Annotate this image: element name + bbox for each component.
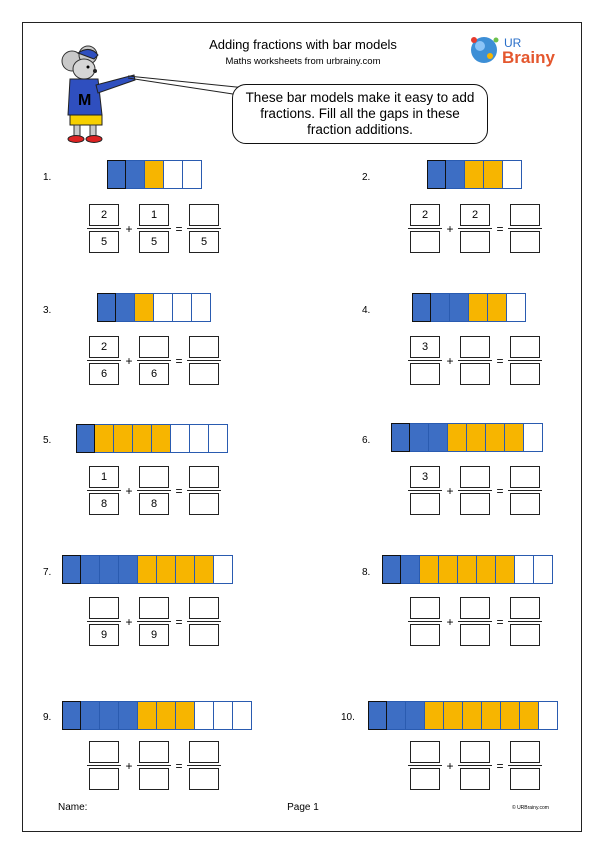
bar-cell-blue — [119, 701, 138, 730]
fraction-bar — [458, 765, 492, 766]
fraction-equation — [408, 204, 542, 253]
bar-cell-yellow — [448, 423, 467, 452]
page-number: Page 1 — [287, 802, 319, 813]
equals-sign: = — [496, 614, 504, 629]
fraction — [187, 741, 221, 790]
bar-model — [97, 293, 211, 322]
fraction-bar — [137, 228, 171, 229]
fraction-bar — [87, 765, 121, 766]
numerator-box[interactable]: 1 — [89, 466, 119, 488]
numerator-box[interactable] — [139, 597, 169, 619]
numerator-box[interactable] — [189, 204, 219, 226]
question-number: 3. — [43, 305, 52, 316]
bar-cell-blue — [406, 701, 425, 730]
page-title: Adding fractions with bar models — [209, 37, 397, 52]
numerator-box[interactable] — [89, 597, 119, 619]
fraction-bar — [408, 228, 442, 229]
bar-model — [76, 424, 228, 453]
bar-cell-yellow — [133, 424, 152, 453]
bar-cell-blue — [81, 701, 100, 730]
denominator-box[interactable]: 5 — [189, 231, 219, 253]
fraction-equation — [87, 204, 221, 253]
bar-cell-blue — [100, 701, 119, 730]
bar-cell-blue — [431, 293, 450, 322]
fraction — [408, 597, 442, 646]
fraction-bar — [87, 228, 121, 229]
fraction — [408, 204, 442, 253]
plus-sign: + — [125, 221, 133, 236]
denominator-box[interactable]: 9 — [139, 624, 169, 646]
numerator-box[interactable] — [189, 741, 219, 763]
question-number: 10. — [341, 712, 355, 723]
denominator-box[interactable] — [460, 493, 490, 515]
fraction — [87, 466, 121, 515]
bar-cell-empty — [183, 160, 202, 189]
equals-sign: = — [175, 221, 183, 236]
bar-cell-yellow — [505, 423, 524, 452]
numerator-box[interactable]: 2 — [460, 204, 490, 226]
denominator-box[interactable] — [410, 231, 440, 253]
fraction-bar — [137, 621, 171, 622]
fraction — [137, 466, 171, 515]
bar-model — [382, 555, 553, 584]
fraction-bar — [187, 621, 221, 622]
numerator-box[interactable]: 3 — [410, 466, 440, 488]
denominator-box[interactable] — [510, 363, 540, 385]
bar-cell-yellow — [425, 701, 444, 730]
urbrainy-logo — [466, 30, 566, 70]
bar-cell-yellow — [95, 424, 114, 453]
bar-cell-yellow — [477, 555, 496, 584]
bar-cell-yellow — [463, 701, 482, 730]
bar-cell-empty — [233, 701, 252, 730]
bar-cell-yellow — [520, 701, 539, 730]
question-number: 5. — [43, 435, 52, 446]
bar-cell-yellow — [501, 701, 520, 730]
denominator-box[interactable] — [410, 493, 440, 515]
fraction — [458, 597, 492, 646]
numerator-box[interactable] — [460, 466, 490, 488]
numerator-box[interactable] — [510, 336, 540, 358]
bar-cell-blue — [116, 293, 135, 322]
numerator-box[interactable] — [460, 741, 490, 763]
bar-cell-empty — [195, 701, 214, 730]
numerator-box[interactable] — [510, 466, 540, 488]
numerator-box[interactable] — [410, 597, 440, 619]
equals-sign: = — [175, 614, 183, 629]
fraction-bar — [87, 360, 121, 361]
bar-cell-empty — [190, 424, 209, 453]
bar-cell-yellow — [484, 160, 503, 189]
bar-model — [62, 555, 233, 584]
question-number: 2. — [362, 172, 371, 183]
bar-cell-empty — [214, 555, 233, 584]
plus-sign: + — [125, 353, 133, 368]
bar-cell-blue — [410, 423, 429, 452]
instruction-speech-bubble — [232, 84, 488, 144]
fraction-bar — [458, 490, 492, 491]
bar-cell-yellow — [195, 555, 214, 584]
bar-cell-blue — [76, 424, 95, 453]
fraction — [508, 466, 542, 515]
bar-cell-empty — [539, 701, 558, 730]
plus-sign: + — [446, 353, 454, 368]
denominator-box[interactable]: 8 — [139, 493, 169, 515]
denominator-box[interactable] — [189, 363, 219, 385]
fraction-bar — [508, 765, 542, 766]
equals-sign: = — [175, 758, 183, 773]
numerator-box[interactable] — [460, 336, 490, 358]
numerator-box[interactable] — [510, 204, 540, 226]
bar-cell-empty — [209, 424, 228, 453]
bar-cell-yellow — [114, 424, 133, 453]
numerator-box[interactable]: 2 — [410, 204, 440, 226]
bar-cell-blue — [429, 423, 448, 452]
fraction-bar — [458, 228, 492, 229]
fraction — [87, 204, 121, 253]
equals-sign: = — [496, 353, 504, 368]
bar-cell-blue — [450, 293, 469, 322]
fraction — [408, 466, 442, 515]
bar-cell-blue — [387, 701, 406, 730]
fraction-bar — [87, 621, 121, 622]
bar-cell-empty — [524, 423, 543, 452]
fraction — [408, 336, 442, 385]
bar-cell-yellow — [157, 701, 176, 730]
fraction — [87, 336, 121, 385]
fraction — [408, 741, 442, 790]
denominator-box[interactable] — [410, 768, 440, 790]
fraction-bar — [187, 360, 221, 361]
bar-cell-blue — [391, 423, 410, 452]
bar-cell-yellow — [145, 160, 164, 189]
bar-cell-blue — [401, 555, 420, 584]
fraction-bar — [187, 490, 221, 491]
question-number: 4. — [362, 305, 371, 316]
numerator-box[interactable]: 1 — [139, 204, 169, 226]
bar-cell-yellow — [176, 555, 195, 584]
mouse-mascot-icon — [50, 45, 140, 145]
fraction-bar — [508, 621, 542, 622]
bar-cell-yellow — [157, 555, 176, 584]
numerator-box[interactable] — [510, 741, 540, 763]
svg-text:M: M — [78, 92, 92, 109]
fraction — [508, 336, 542, 385]
numerator-box[interactable] — [139, 466, 169, 488]
numerator-box[interactable] — [189, 466, 219, 488]
bar-cell-blue — [119, 555, 138, 584]
denominator-box[interactable] — [510, 231, 540, 253]
bar-cell-empty — [154, 293, 173, 322]
denominator-box[interactable] — [510, 768, 540, 790]
denominator-box[interactable] — [460, 768, 490, 790]
denominator-box[interactable] — [189, 768, 219, 790]
numerator-box[interactable]: 2 — [89, 336, 119, 358]
fraction-bar — [408, 621, 442, 622]
bar-model — [412, 293, 526, 322]
fraction-equation — [87, 336, 221, 385]
bar-cell-yellow — [152, 424, 171, 453]
fraction-bar — [508, 490, 542, 491]
bar-cell-yellow — [482, 701, 501, 730]
numerator-box[interactable] — [189, 597, 219, 619]
plus-sign: + — [446, 221, 454, 236]
bar-cell-yellow — [465, 160, 484, 189]
denominator-box[interactable]: 5 — [139, 231, 169, 253]
bar-model — [368, 701, 558, 730]
fraction-bar — [137, 490, 171, 491]
bar-cell-yellow — [467, 423, 486, 452]
denominator-box[interactable] — [510, 624, 540, 646]
question-number: 9. — [43, 712, 52, 723]
fraction-bar — [458, 621, 492, 622]
fraction-bar — [137, 360, 171, 361]
fraction — [508, 204, 542, 253]
bar-cell-blue — [100, 555, 119, 584]
fraction — [87, 741, 121, 790]
fraction-equation — [408, 597, 542, 646]
page-subtitle: Maths worksheets from urbrainy.com — [225, 56, 381, 67]
fraction — [458, 336, 492, 385]
denominator-box[interactable] — [189, 624, 219, 646]
denominator-box[interactable]: 9 — [89, 624, 119, 646]
fraction — [87, 597, 121, 646]
bar-cell-blue — [126, 160, 145, 189]
numerator-box[interactable] — [410, 741, 440, 763]
denominator-box[interactable] — [89, 768, 119, 790]
fraction — [137, 204, 171, 253]
fraction-equation — [87, 741, 221, 790]
question-number: 1. — [43, 172, 52, 183]
fraction-bar — [408, 765, 442, 766]
logo-text-brainy: Brainy — [502, 48, 555, 67]
bar-cell-empty — [515, 555, 534, 584]
denominator-box[interactable]: 8 — [89, 493, 119, 515]
bar-cell-blue — [382, 555, 401, 584]
fraction — [187, 336, 221, 385]
plus-sign: + — [125, 483, 133, 498]
bar-cell-blue — [62, 701, 81, 730]
bar-cell-empty — [173, 293, 192, 322]
bar-cell-yellow — [138, 701, 157, 730]
numerator-box[interactable]: 2 — [89, 204, 119, 226]
logo-text-ur: UR — [504, 36, 522, 50]
numerator-box[interactable] — [89, 741, 119, 763]
denominator-box[interactable]: 5 — [89, 231, 119, 253]
question-number: 7. — [43, 567, 52, 578]
fraction — [137, 741, 171, 790]
bar-model — [107, 160, 202, 189]
bar-cell-empty — [214, 701, 233, 730]
fraction — [137, 336, 171, 385]
denominator-box[interactable] — [460, 363, 490, 385]
bar-cell-blue — [107, 160, 126, 189]
fraction — [137, 597, 171, 646]
numerator-box[interactable] — [460, 597, 490, 619]
fraction-equation — [408, 741, 542, 790]
fraction-equation — [408, 466, 542, 515]
denominator-box[interactable] — [460, 231, 490, 253]
bar-cell-yellow — [439, 555, 458, 584]
fraction — [458, 204, 492, 253]
bar-cell-yellow — [135, 293, 154, 322]
denominator-box[interactable]: 6 — [89, 363, 119, 385]
fraction-bar — [508, 228, 542, 229]
name-label: Name: — [58, 802, 88, 813]
numerator-box[interactable] — [510, 597, 540, 619]
denominator-box[interactable] — [510, 493, 540, 515]
bar-cell-yellow — [420, 555, 439, 584]
denominator-box[interactable] — [410, 624, 440, 646]
fraction — [187, 204, 221, 253]
denominator-box[interactable] — [189, 493, 219, 515]
copyright-text: © URBrainy.com — [512, 805, 549, 811]
bar-cell-yellow — [176, 701, 195, 730]
bar-cell-empty — [164, 160, 183, 189]
bar-cell-blue — [446, 160, 465, 189]
fraction-bar — [187, 765, 221, 766]
equals-sign: = — [175, 353, 183, 368]
numerator-box[interactable] — [189, 336, 219, 358]
fraction-equation — [87, 466, 221, 515]
bar-cell-blue — [62, 555, 81, 584]
bar-cell-yellow — [458, 555, 477, 584]
plus-sign: + — [446, 614, 454, 629]
numerator-box[interactable] — [139, 741, 169, 763]
fraction-bar — [87, 490, 121, 491]
plus-sign: + — [446, 483, 454, 498]
fraction-bar — [458, 360, 492, 361]
plus-sign: + — [446, 758, 454, 773]
bar-model — [391, 423, 543, 452]
denominator-box[interactable]: 6 — [139, 363, 169, 385]
fraction — [187, 466, 221, 515]
bar-cell-yellow — [488, 293, 507, 322]
denominator-box[interactable] — [410, 363, 440, 385]
bar-cell-yellow — [444, 701, 463, 730]
fraction — [458, 741, 492, 790]
question-number: 8. — [362, 567, 371, 578]
fraction-equation — [87, 597, 221, 646]
bar-cell-blue — [81, 555, 100, 584]
bar-cell-yellow — [486, 423, 505, 452]
fraction — [458, 466, 492, 515]
fraction — [187, 597, 221, 646]
denominator-box[interactable] — [139, 768, 169, 790]
bar-cell-blue — [412, 293, 431, 322]
bar-cell-yellow — [469, 293, 488, 322]
fraction-bar — [408, 360, 442, 361]
bar-cell-blue — [97, 293, 116, 322]
fraction-bar — [408, 490, 442, 491]
fraction-bar — [508, 360, 542, 361]
equals-sign: = — [175, 483, 183, 498]
plus-sign: + — [125, 758, 133, 773]
equals-sign: = — [496, 483, 504, 498]
instruction-text: These bar models make it easy to add fractions. Fill all the gaps in these fraction additions. — [245, 90, 475, 137]
bar-cell-yellow — [138, 555, 157, 584]
bar-cell-empty — [192, 293, 211, 322]
bar-cell-empty — [507, 293, 526, 322]
plus-sign: + — [125, 614, 133, 629]
fraction — [508, 741, 542, 790]
bar-model — [427, 160, 522, 189]
bar-cell-empty — [171, 424, 190, 453]
equals-sign: = — [496, 221, 504, 236]
fraction-bar — [187, 228, 221, 229]
denominator-box[interactable] — [460, 624, 490, 646]
fraction-bar — [137, 765, 171, 766]
fraction — [508, 597, 542, 646]
bar-cell-blue — [368, 701, 387, 730]
fraction-equation — [408, 336, 542, 385]
bar-cell-empty — [534, 555, 553, 584]
bar-cell-blue — [427, 160, 446, 189]
question-number: 6. — [362, 435, 371, 446]
bar-model — [62, 701, 252, 730]
numerator-box[interactable] — [139, 336, 169, 358]
bar-cell-empty — [503, 160, 522, 189]
equals-sign: = — [496, 758, 504, 773]
bar-cell-yellow — [496, 555, 515, 584]
numerator-box[interactable]: 3 — [410, 336, 440, 358]
